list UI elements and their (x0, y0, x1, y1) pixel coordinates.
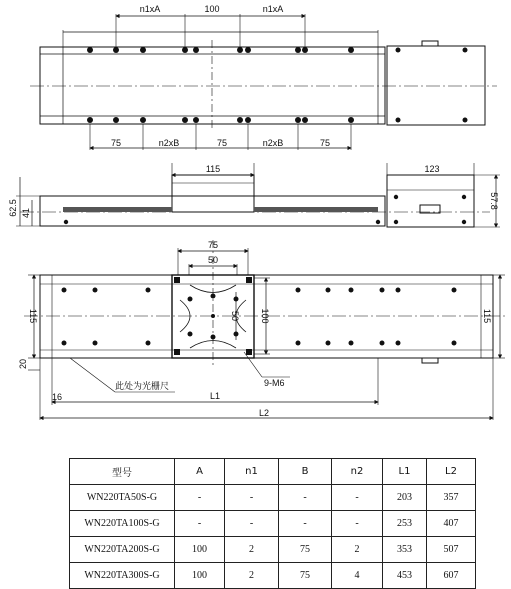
dim-115-side: 115 (205, 164, 221, 174)
cell-a: 100 (175, 537, 225, 563)
top-body-outline (40, 47, 385, 124)
table-row (70, 485, 476, 511)
cell-l2: 507 (427, 537, 476, 563)
dim-n2xb-right: n2xB (262, 138, 284, 148)
dim-75-bottom: 75 (207, 240, 219, 250)
dim-57-8: 57.8 (489, 192, 499, 210)
header-a: A (175, 459, 225, 485)
dim-20: 20 (18, 358, 28, 370)
cell-n1: 2 (225, 563, 279, 589)
header-n2: n2 (332, 459, 383, 485)
cell-n1: - (225, 485, 279, 511)
cell-l2: 407 (427, 511, 476, 537)
cell-l1: 353 (383, 537, 427, 563)
dim-100-top: 100 (204, 4, 220, 14)
dim-75-right: 75 (319, 138, 331, 148)
note-grating-scale: 此处为光栅尺 (115, 382, 170, 392)
cell-l1: 203 (383, 485, 427, 511)
dim-62-5: 62.5 (8, 199, 18, 217)
dim-123-side: 123 (424, 164, 440, 174)
cell-n2: 4 (332, 563, 383, 589)
dim-75-center: 75 (216, 138, 228, 148)
side-screws (63, 195, 466, 224)
cell-n1: 2 (225, 537, 279, 563)
header-n1: n1 (225, 459, 279, 485)
dim-n1xa-left: n1xA (139, 4, 161, 14)
cell-n2: 2 (332, 537, 383, 563)
table-row (70, 511, 476, 537)
spec-table (69, 458, 476, 589)
top-view (30, 14, 497, 150)
cell-b: - (279, 511, 332, 537)
dim-115-right: 115 (482, 308, 492, 324)
cell-l2: 607 (427, 563, 476, 589)
dim-115-left: 115 (28, 308, 38, 324)
cell-l1: 253 (383, 511, 427, 537)
cell-n2: - (332, 485, 383, 511)
header-model: 型号 (70, 459, 175, 485)
top-view-holes (87, 47, 468, 123)
cell-model: WN220TA200S-G (70, 537, 175, 563)
cell-n2: - (332, 511, 383, 537)
cell-a: 100 (175, 563, 225, 589)
dim-100-vertical: 100 (260, 308, 270, 324)
dim-l1: L1 (209, 391, 221, 401)
dim-n2xb-left: n2xB (158, 138, 180, 148)
cell-n1: - (225, 511, 279, 537)
dim-50-vertical: 50 (230, 310, 240, 322)
cell-l2: 357 (427, 485, 476, 511)
header-l2: L2 (427, 459, 476, 485)
table-row (70, 563, 476, 589)
dim-n1xa-right: n1xA (262, 4, 284, 14)
bottom-view (24, 240, 505, 420)
note-9-m6: 9-M6 (264, 378, 285, 388)
cell-a: - (175, 485, 225, 511)
cell-b: 75 (279, 537, 332, 563)
dim-16: 16 (51, 392, 63, 402)
cell-a: - (175, 511, 225, 537)
header-l1: L1 (383, 459, 427, 485)
header-b: B (279, 459, 332, 485)
side-motor (387, 175, 474, 227)
cell-model: WN220TA100S-G (70, 511, 175, 537)
dim-50-bottom: 50 (207, 255, 219, 265)
side-carriage (172, 175, 254, 212)
table-header-row (70, 459, 476, 485)
cell-b: 75 (279, 563, 332, 589)
table-row (70, 537, 476, 563)
dim-75-left: 75 (110, 138, 122, 148)
dim-41: 41 (21, 207, 31, 219)
cell-model: WN220TA50S-G (70, 485, 175, 511)
top-motor (387, 46, 485, 125)
cell-model: WN220TA300S-G (70, 563, 175, 589)
cell-l1: 453 (383, 563, 427, 589)
dim-l2: L2 (258, 408, 270, 418)
cell-b: - (279, 485, 332, 511)
